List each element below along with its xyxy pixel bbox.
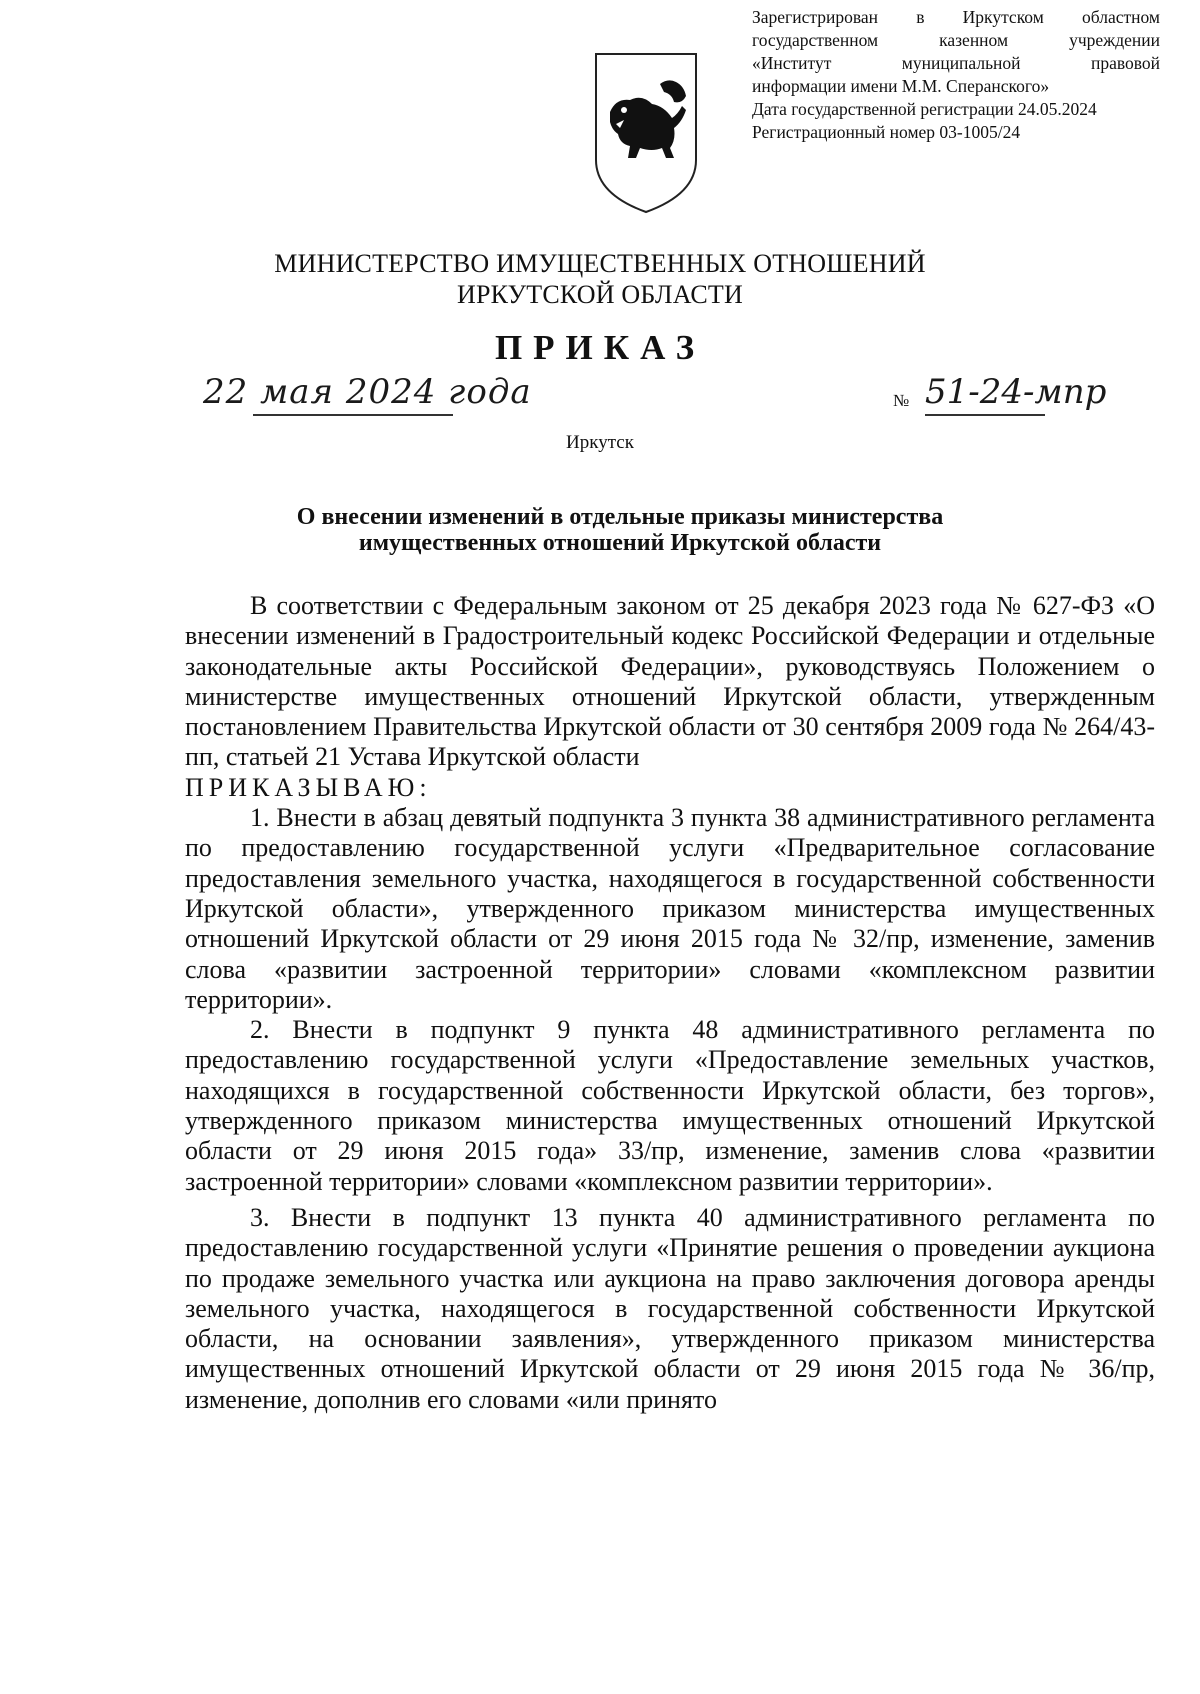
date-underline xyxy=(253,414,453,416)
order-subject xyxy=(185,504,1055,556)
order-item: 2. Внести в подпункт 9 пункта 48 административного регламента по предоставлению государственной услуги «Предоставление земельных участков, находящихся в государственной собственности Иркутской области, без торгов», утвержденного приказом министерства имущественных отношений Иркутской области от 29 июня 2015 года» 33/пр, изменение, заменив слова «развитии застроенной территории» словами «комплексном развитии территории». xyxy=(185,1015,1155,1196)
number-underline xyxy=(925,414,1045,416)
order-date xyxy=(203,372,532,412)
number-prefix: № xyxy=(893,391,910,410)
order-date-text: 22 мая 2024 года xyxy=(203,372,532,412)
ministry-name-line: ИРКУТСКОЙ ОБЛАСТИ xyxy=(456,280,743,309)
order-body xyxy=(185,591,1155,1415)
registration-line: государственном казенном учреждении xyxy=(752,30,1160,50)
order-item: 1. Внести в абзац девятый подпункта 3 пункта 38 административного регламента по предоставлению государственной услуги «Предварительное согласование предоставления земельного участка, находящегося в государственной собственности Иркутской области», утвержденного приказом министерства имущественных отношений Иркутской области от 29 июня 2015 года № 32/пр, изменение, заменив слова «развитии застроенной территории» словами «комплексном развитии территории». xyxy=(185,803,1155,1014)
registration-line: Зарегистрирован в Иркутском областном xyxy=(752,7,1160,27)
irkutsk-coat-of-arms-icon xyxy=(590,48,702,216)
order-number xyxy=(925,372,1106,412)
preamble-paragraph: В соответствии с Федеральным законом от 25 декабря 2023 года № 627-ФЗ «О внесении изменений в Градостроительный кодекс Российской Федерации и отдельные законодательные акты Российской Федерации», руководствуясь Положением о министерстве имущественных отношений Иркутской области, утвержденным постановлением Правительства Иркутской области от 30 сентября 2009 года № 264/43-пп, статьей 21 Устава Иркутской области xyxy=(185,591,1155,772)
ministry-name xyxy=(0,248,1200,310)
registration-line: информации имени М.М. Сперанского» xyxy=(752,76,1050,96)
registration-line: «Институт муниципальной правовой xyxy=(752,53,1160,73)
city-name: Иркутск xyxy=(566,432,634,453)
ministry-name-line: МИНИСТЕРСТВО ИМУЩЕСТВЕННЫХ ОТНОШЕНИЙ xyxy=(274,249,926,278)
order-item: 3. Внести в подпункт 13 пункта 40 административного регламента по предоставлению государственной услуги «Принятие решения о проведении аукциона по продаже земельного участка или аукциона на право заключения договора аренды земельного участка, находящегося в государственной собственности Иркутской области, на основании заявления», утвержденного приказом министерства имущественных отношений Иркутской области от 29 июня 2015 года № 36/пр, изменение, дополнив его словами «или принято xyxy=(185,1202,1155,1414)
order-subject-line: О внесении изменений в отдельные приказы министерства xyxy=(296,504,944,530)
registration-line: Регистрационный номер 03-1005/24 xyxy=(752,122,1021,142)
order-number-text: 51-24-мпр xyxy=(925,372,1107,412)
order-subject-line: имущественных отношений Иркутской области xyxy=(358,530,882,556)
document-type-title: ПРИКАЗ xyxy=(494,328,706,367)
registration-line: Дата государственной регистрации 24.05.2024 xyxy=(752,99,1097,119)
command-word: ПРИКАЗЫВАЮ: xyxy=(185,772,432,802)
registration-stamp xyxy=(752,6,1160,144)
